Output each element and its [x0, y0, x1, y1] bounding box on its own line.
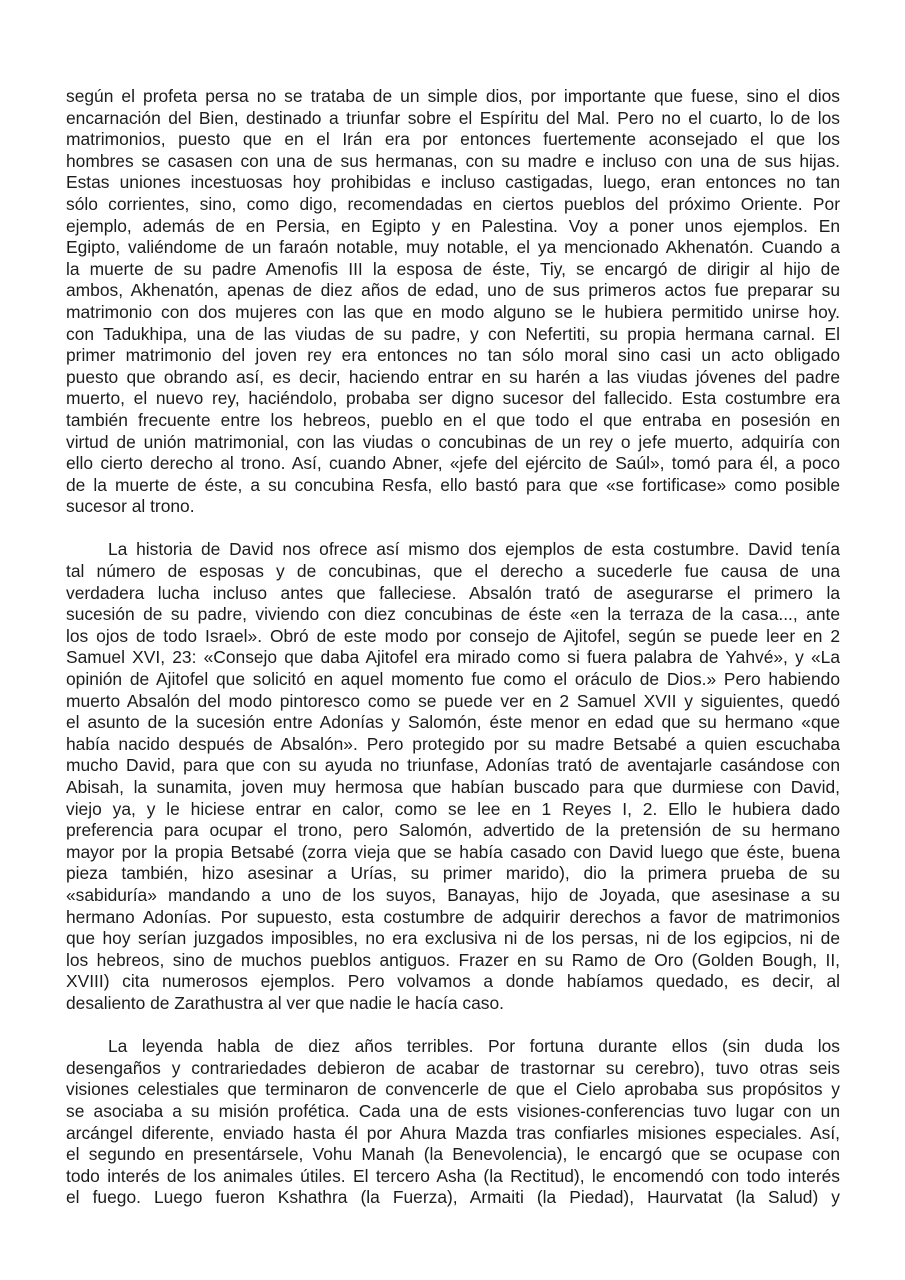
text-line: Abisah, la sunamita, joven muy hermosa que habían buscado para que durmiese con David, [66, 777, 840, 797]
text-line: sucesión de su padre, viviendo con diez concubinas de éste «en la terraza de la casa..., ante [66, 604, 840, 625]
text-line: muerto, el nuevo rey, haciéndolo, probaba ser digno sucesor del fallecido. Esta costumbre era [66, 388, 840, 409]
text-line: virtud de unión matrimonial, con las viudas o concubinas de un rey o jefe muerto, adquiría con [66, 431, 840, 452]
text-line: según el profeta persa no se trataba de un simple dios, por importante que fuese, sino el dios [66, 86, 840, 106]
text-line: la muerte de su padre Amenofis III la esposa de éste, Tiy, se encargó de dirigir al hijo de [66, 258, 840, 279]
text-line: ambos, Akhenatón, apenas de diez años de edad, uno de sus primeros actos fue preparar su [66, 280, 840, 301]
text-line: La leyenda habla de diez años terribles. Por fortuna durante ellos (sin duda los [108, 1036, 840, 1057]
text-line: preferencia para ocupar el trono, pero Salomón, advertido de la pretensión de su hermano [66, 820, 840, 841]
text-line: verdadera lucha incluso antes que falleciese. Absalón trató de asegurarse el primero la [66, 582, 840, 603]
text-line: el fuego. Luego fueron Kshathra (la Fuerza), Armaiti (la Piedad), Haurvatat (la Salud) y [66, 1187, 840, 1208]
text-line: «sabiduría» mandando a uno de los suyos, Banayas, hijo de Joyada, que asesinase a su [66, 884, 840, 905]
paragraph-2 [66, 539, 840, 1014]
text-line: matrimonios, puesto que en el Irán era por entonces fuertemente aconsejado el que los [66, 129, 840, 150]
paragraph-3 [66, 1036, 840, 1209]
text-line: viejo ya, y le hiciese entrar en calor, como se lee en 1 Reyes I, 2. Ello le hubiera dado [66, 798, 840, 819]
text-line: opinión de Ajitofel que solicitó en aquel momento fue como el oráculo de Dios.» Pero habiendo [66, 669, 840, 690]
text-line: muerto Absalón del modo pintoresco como se puede ver en 2 Samuel XVII y siguientes, quedó [66, 690, 840, 711]
text-line: había nacido después de Absalón». Pero protegido por su madre Betsabé a quien escuchaba [66, 733, 840, 754]
text-line: de la muerte de éste, a su concubina Resfa, ello bastó para que «se fortificase» como posible [66, 474, 840, 495]
text-line: arcángel diferente, enviado hasta él por Ahura Mazda tras confiarles misiones especiales. Así, [66, 1122, 840, 1143]
text-line: tal número de esposas y de concubinas, que el derecho a sucederle fue causa de una [66, 561, 840, 582]
text-line: matrimonio con dos mujeres con las que en modo alguno se le hubiera permitido unirse hoy. [66, 301, 840, 322]
paragraph-1 [66, 86, 840, 518]
text-line: ello cierto derecho al trono. Así, cuando Abner, «jefe del ejército de Saúl», tomó para él, a poco [66, 453, 840, 474]
text-line: hombres se casasen con una de sus hermanas, con su madre e incluso con una de sus hijas. [66, 150, 840, 171]
text-line: puesto que obrando así, es decir, haciendo entrar en su harén a las viudas jóvenes del padre [66, 366, 840, 387]
text-line: sólo corrientes, sino, como digo, recomendadas en ciertos pueblos del próximo Oriente. Por [66, 193, 840, 214]
text-line: los ojos de todo Israel». Obró de este modo por consejo de Ajitofel, según se puede leer en 2 [66, 625, 840, 646]
text-line: también frecuente entre los hebreos, pueblo en el que todo el que entraba en posesión en [66, 409, 840, 430]
text-line: Estas uniones incestuosas hoy prohibidas e incluso castigadas, luego, eran entonces no tan [66, 172, 840, 193]
text-line: el segundo en presentársele, Vohu Manah (la Benevolencia), le encargó que se ocupase con [66, 1144, 840, 1165]
text-line: encarnación del Bien, destinado a triunfar sobre el Espíritu del Mal. Pero no el cuarto, lo de los [66, 107, 840, 128]
text-line: Egipto, valiéndome de un faraón notable, muy notable, el ya mencionado Akhenatón. Cuando a [66, 237, 840, 258]
text-line: La historia de David nos ofrece así mismo dos ejemplos de esta costumbre. David tenía [108, 539, 840, 560]
text-line: Samuel XVI, 23: «Consejo que daba Ajitofel era mirado como si fuera palabra de Yahvé», y «La [66, 647, 840, 668]
text-line: mayor por la propia Betsabé (zorra vieja que se había casado con David luego que éste, buena [66, 841, 840, 862]
text-line: el asunto de la sucesión entre Adonías y Salomón, éste menor en edad que su hermano «que [66, 712, 840, 733]
text-line: sucesor al trono. [66, 496, 195, 517]
text-line: visiones celestiales que terminaron de convencerle de que el Cielo aprobaba sus propósitos y [66, 1079, 840, 1100]
text-line: todo interés de los animales útiles. El tercero Asha (la Rectitud), le encomendó con todo interés [66, 1165, 840, 1186]
text-line: que hoy serían juzgados imposibles, no era exclusiva ni de los persas, ni de los egipcios, ni de [66, 928, 840, 949]
text-line: pieza también, hizo asesinar a Urías, su primer marido), dio la primera prueba de su [66, 863, 840, 884]
text-line: XVIII) cita numerosos ejemplos. Pero volvamos a donde habíamos quedado, es decir, al [66, 971, 840, 992]
text-line: desengaños y contrariedades debieron de acabar de trastornar su cerebro), tuvo otras seis [66, 1057, 840, 1078]
text-line: se asociaba a su misión profética. Cada una de ests visiones-conferencias tuvo lugar con un [66, 1100, 840, 1121]
text-line: mucho David, para que con su ayuda no triunfase, Adonías trató de aventajarle casándose con [66, 755, 840, 776]
text-line: primer matrimonio del joven rey era entonces no tan sólo moral sino casi un acto obligado [66, 345, 840, 366]
document-page [66, 86, 840, 1230]
text-line: con Tadukhipa, una de las viudas de su padre, y con Nefertiti, su propia hermana carnal. El [66, 323, 840, 344]
text-line: hermano Adonías. Por supuesto, esta costumbre de adquirir derechos a favor de matrimonios [66, 906, 840, 927]
text-line: los hebreos, sino de muchos pueblos antiguos. Frazer en su Ramo de Oro (Golden Bough, II, [66, 949, 840, 970]
text-line: ejemplo, además de en Persia, en Egipto y en Palestina. Voy a poner unos ejemplos. En [66, 215, 840, 236]
text-line: desaliento de Zarathustra al ver que nadie le hacía caso. [66, 992, 504, 1013]
